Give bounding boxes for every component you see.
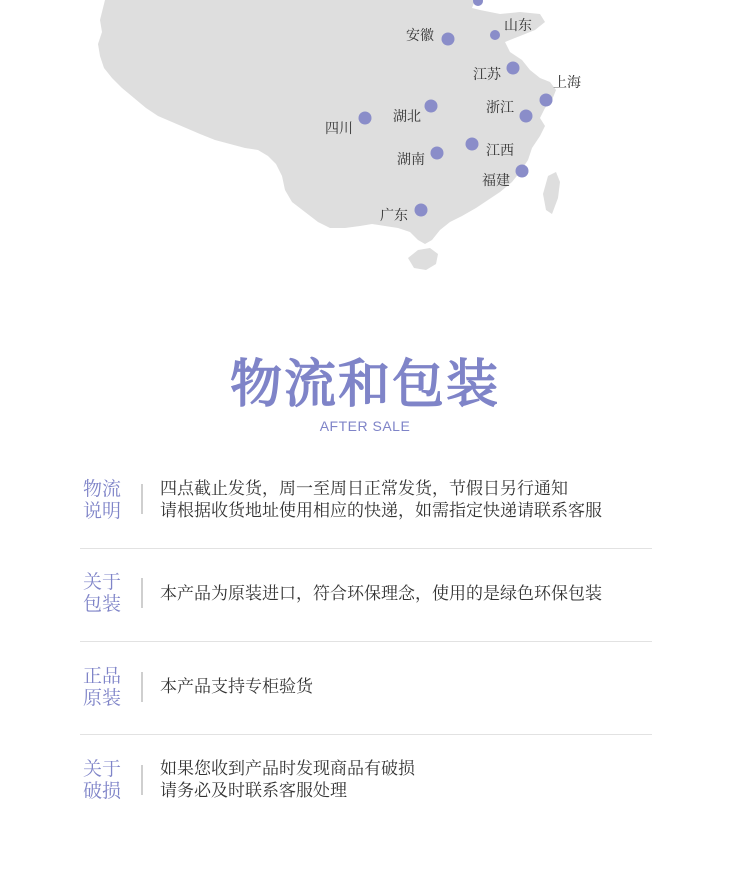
info-row-logistics [80,455,652,549]
city-label-sichuan: 四川 [325,121,353,137]
row-text-line2: 请务必及时联系客服处理 [160,781,347,801]
row-text [160,583,660,605]
row-divider [141,672,143,702]
city-dot-jiangsu [507,62,520,75]
section-title: 物流和包装 [229,355,500,415]
city-dot-guangdong [415,204,428,217]
info-row-damage [80,734,652,827]
taiwan-island [543,172,560,214]
city-label-zhejiang: 浙江 [486,100,514,116]
city-dot-anhui [442,33,455,46]
row-label-line2: 破损 [83,780,122,802]
city-label-guangdong: 广东 [380,208,408,224]
section-subtitle: AFTER SALE [319,418,411,434]
row-text [160,478,660,522]
row-label [83,758,127,802]
city-label-fujian: 福建 [482,173,510,189]
row-text-line1: 如果您收到产品时发现商品有破损 [160,759,415,779]
row-text [160,676,660,698]
city-label-shanghai: 上海 [553,75,581,91]
row-label [83,478,127,522]
row-text-line2: 请根据收货地址使用相应的快递，如需指定快递请联系客服 [160,501,602,521]
row-label [83,571,127,615]
city-dot-edge [473,0,483,6]
city-label-anhui: 安徽 [406,28,434,44]
city-dot-hubei [425,100,438,113]
row-text [160,758,660,802]
city-dot-sichuan [359,112,372,125]
row-divider [141,578,143,608]
city-dot-jiangxi [466,138,479,151]
city-label-jiangxi: 江西 [486,143,514,159]
city-dot-shandong [490,30,500,40]
china-map-graphic [0,0,730,290]
hainan-island [408,248,438,270]
china-map [0,0,730,290]
row-divider [141,484,143,514]
city-label-jiangsu: 江苏 [473,67,501,83]
city-dot-hunan [431,147,444,160]
row-divider [141,765,143,795]
row-label-line1: 正品 [83,665,122,687]
row-label-line1: 关于 [83,571,122,593]
row-label-line1: 物流 [83,478,122,500]
city-dot-fujian [516,165,529,178]
city-dot-zhejiang [520,110,533,123]
row-text-line1: 本产品支持专柜验货 [160,677,313,697]
row-label-line2: 说明 [83,500,122,522]
row-label-line1: 关于 [83,758,122,780]
city-label-shandong: 山东 [504,18,532,34]
city-label-hunan: 湖南 [397,152,425,168]
city-dot-shanghai [540,94,553,107]
info-row-authentic [80,641,652,735]
info-row-packaging [80,548,652,642]
row-label [83,665,127,709]
row-label-line2: 包装 [83,593,122,615]
row-text-line1: 本产品为原装进口，符合环保理念，使用的是绿色环保包装 [160,584,602,604]
row-text-line1: 四点截止发货，周一至周日正常发货，节假日另行通知 [160,479,568,499]
city-label-hubei: 湖北 [393,109,421,125]
row-label-line2: 原装 [83,687,122,709]
